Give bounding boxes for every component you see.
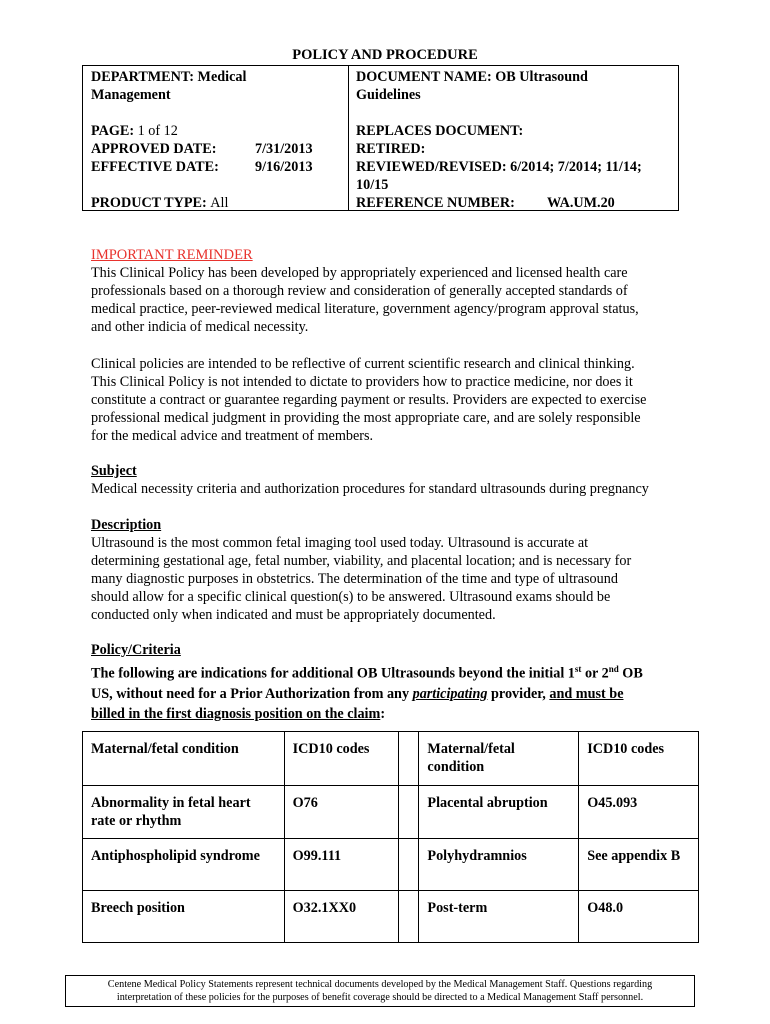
table-cell: Placental abruption [419, 786, 579, 839]
page-field: PAGE: 1 of 12 [91, 123, 178, 139]
effective-value: 9/16/2013 [255, 159, 313, 175]
description-heading: Description [91, 517, 162, 533]
table-row [83, 786, 699, 839]
document-title: POLICY AND PROCEDURE [292, 47, 478, 63]
policy-line-2: US, without need for a Prior Authorization from any participating provider, and must be [91, 685, 624, 702]
reminder-paragraph-2: Clinical policies are intended to be reflective of current scientific research and clinical thinking. This Clinical Policy is not intended to dictate to providers how to practice medicine, nor does it constitute a contract or guarantee regarding payment or results. Providers are expected to exercise professional medical judgment in providing the most appropriate care, and are solely responsible for the medical advice and treatment of members. [91, 356, 647, 444]
subject-text: Medical necessity criteria and authorization procedures for standard ultrasounds during pregnancy [91, 481, 649, 497]
reviewed-line2: 10/15 [356, 177, 389, 193]
reminder-paragraph-1: This Clinical Policy has been developed by appropriately experienced and licensed health care professionals based on a thorough review and consideration of generally accepted standards of medical practice, peer-reviewed medical literature, government agency/program approval status, and other indicia of medical necessity. [91, 265, 639, 335]
table-header-row [83, 732, 699, 786]
table-spacer-cell [399, 891, 419, 943]
table-cell: O99.111 [284, 839, 399, 891]
header-table [82, 65, 679, 211]
policy-heading: Policy/Criteria [91, 642, 181, 658]
approved-value: 7/31/2013 [255, 141, 313, 157]
replaces-document: REPLACES DOCUMENT: [356, 123, 524, 139]
icd10-table [82, 731, 699, 943]
table-cell: Breech position [83, 891, 285, 943]
table-row [83, 891, 699, 943]
policy-line-3: billed in the first diagnosis position on the claim: [91, 705, 386, 722]
table-cell: Antiphospholipid syndrome [83, 839, 285, 891]
footer-disclaimer: Centene Medical Policy Statements represent technical documents developed by the Medical Management Staff. Questions regarding interpretation of these policies for the purposes of benefit coverage should be directed to a Medical Management Staff personnel. [65, 975, 695, 1007]
table-row [83, 839, 699, 891]
table-spacer-cell [399, 786, 419, 839]
table-spacer-cell [399, 839, 419, 891]
table-header-cell: Maternal/fetal condition [83, 732, 285, 786]
document-name-line1: DOCUMENT NAME: OB Ultrasound [356, 69, 588, 85]
product-type-field: PRODUCT TYPE: All [91, 195, 229, 211]
policy-intro [91, 659, 691, 724]
approved-label: APPROVED DATE: [91, 141, 217, 157]
table-cell: O76 [284, 786, 399, 839]
reference-label: REFERENCE NUMBER: [356, 195, 515, 211]
document-name-line2: Guidelines [356, 87, 421, 103]
reviewed-line1: REVIEWED/REVISED: 6/2014; 7/2014; 11/14; [356, 159, 642, 175]
description-text: Ultrasound is the most common fetal imaging tool used today. Ultrasound is accurate at determining gestational age, fetal number, viability, and placental location; and is necessary for many diagnostic purposes in obstetrics. The determination of the time and type of ultrasound should allow for a specific clinical question(s) to be answered. Ultrasound exams should be conducted only when indicated and must be appropriately documented. [91, 535, 632, 623]
department-label: DEPARTMENT: Medical [91, 69, 247, 85]
table-cell: O48.0 [579, 891, 699, 943]
table-cell: Abnormality in fetal heart rate or rhythm [83, 786, 285, 839]
table-header-cell: ICD10 codes [284, 732, 399, 786]
reference-value: WA.UM.20 [547, 195, 615, 211]
table-cell: O45.093 [579, 786, 699, 839]
table-cell: Polyhydramnios [419, 839, 579, 891]
department-value: Management [91, 87, 171, 103]
table-header-cell: Maternal/fetal condition [419, 732, 579, 786]
table-cell: Post-term [419, 891, 579, 943]
subject-heading: Subject [91, 463, 137, 479]
retired: RETIRED: [356, 141, 426, 157]
table-cell: See appendix B [579, 839, 699, 891]
effective-label: EFFECTIVE DATE: [91, 159, 219, 175]
table-spacer-cell [399, 732, 419, 786]
table-header-cell: ICD10 codes [579, 732, 699, 786]
header-divider [348, 66, 349, 210]
reminder-heading: IMPORTANT REMINDER [91, 247, 253, 263]
table-cell: O32.1XX0 [284, 891, 399, 943]
policy-line-1: The following are indications for additional OB Ultrasounds beyond the initial 1st or 2nd OB [91, 664, 643, 682]
